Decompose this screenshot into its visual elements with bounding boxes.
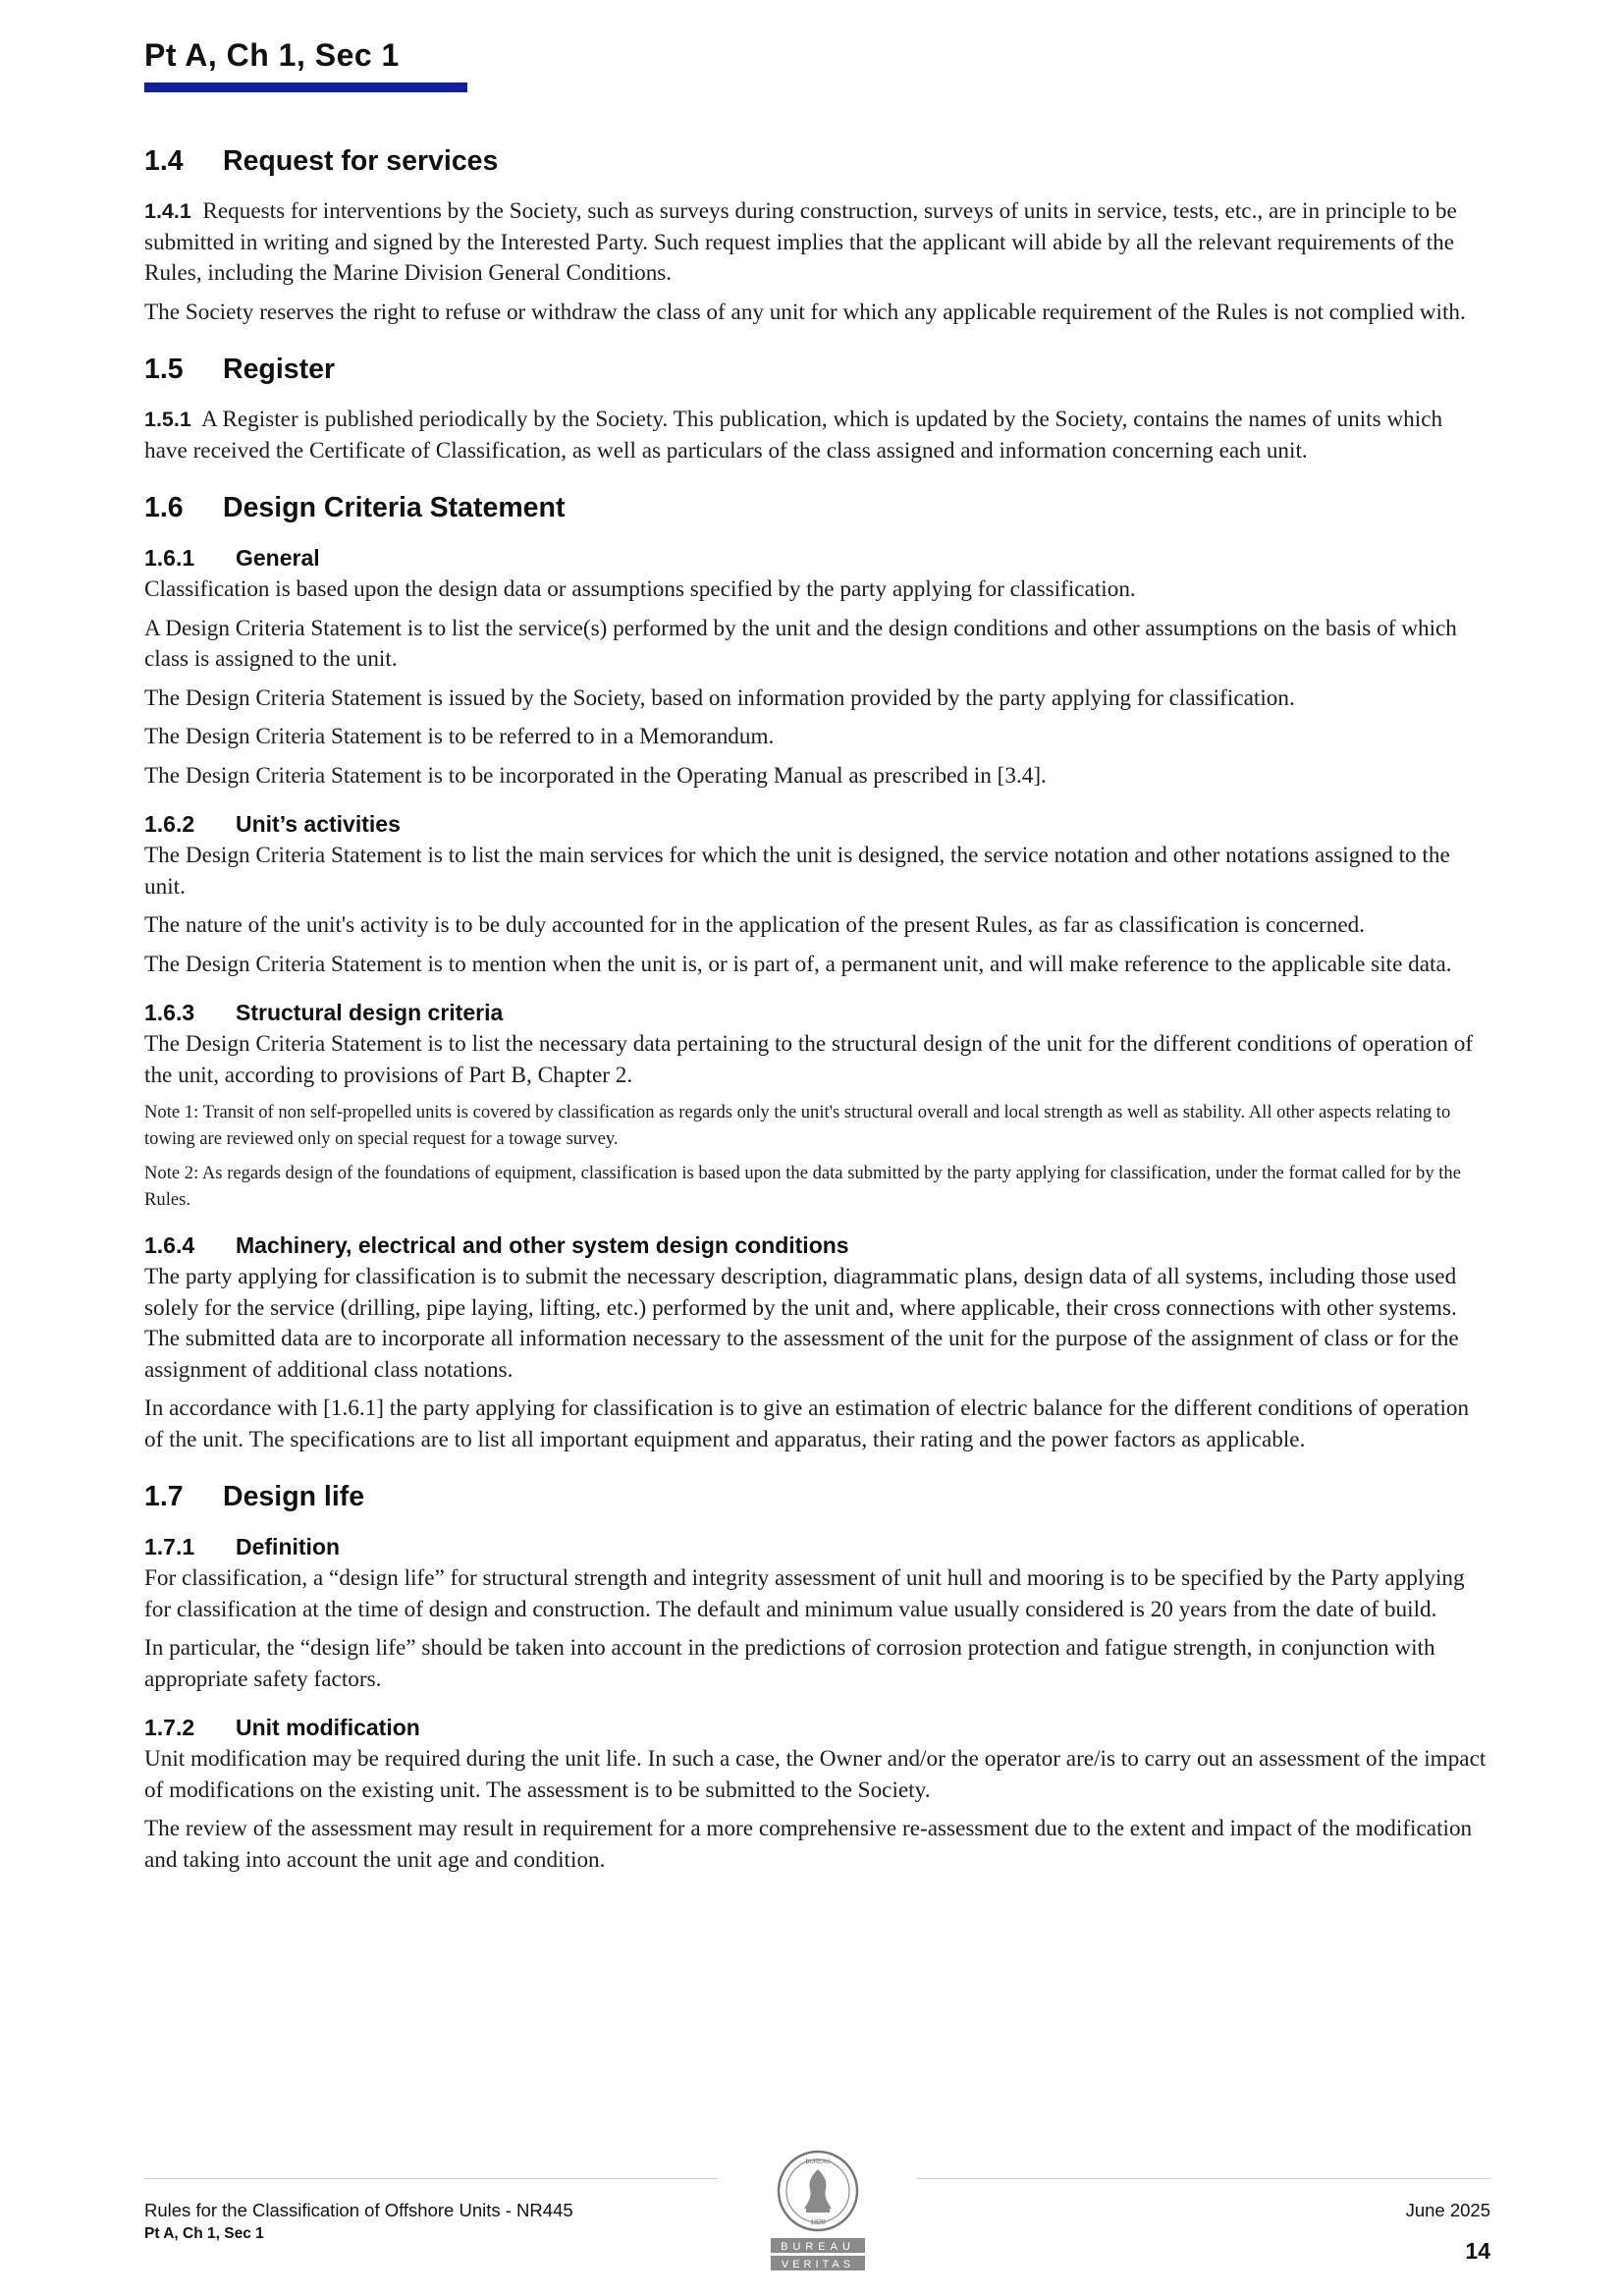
section-title: Register xyxy=(223,354,336,385)
section-number: 1.6 xyxy=(144,492,184,523)
note-1: Note 1: Transit of non self-propelled units is covered by classification as regards only the unit's structural overall and local strength as well as stability. All other aspects relating to towing are reviewed only on special request for a towage survey. xyxy=(144,1102,1451,1149)
page-number: 14 xyxy=(1465,2238,1490,2264)
footer-section-ref: Pt A, Ch 1, Sec 1 xyxy=(144,2225,264,2242)
section-title: Design life xyxy=(223,1481,365,1512)
running-header-title: Pt A, Ch 1, Sec 1 xyxy=(144,37,400,73)
subsection-title: Unit’s activities xyxy=(236,811,401,837)
paragraph: Unit modification may be required during the unit life. In such a case, the Owner and/or the operator are/is to carry out an assessment of the impact of modifications on the existing unit. The assessment is to be submitted to the Society. xyxy=(144,1746,1487,1803)
subsection-number: 1.6.2 xyxy=(144,811,195,837)
subsection-title: Machinery, electrical and other system design conditions xyxy=(236,1232,849,1258)
subsection-heading-1-7-1 xyxy=(144,1532,1489,1561)
paragraph-text: Requests for interventions by the Society, such as surveys during construction, surveys of units in service, tests, etc., are in principle to be submitted in writing and signed by the Interested Party. Such request implies that the applicant will abide by all the relevant requirements of the Rules, including the Marine Division General Conditions. xyxy=(144,198,1457,286)
footer-rule-left xyxy=(144,2178,718,2179)
section-title: Request for services xyxy=(223,145,499,177)
subsection-heading-1-6-4 xyxy=(144,1230,1489,1260)
page-body xyxy=(144,143,1489,1884)
paragraph: A Design Criteria Statement is to list the service(s) performed by the unit and the design conditions and other assumptions on the basis of which class is assigned to the unit. xyxy=(144,615,1457,672)
section-title: Design Criteria Statement xyxy=(223,492,566,523)
subsection-title: Definition xyxy=(236,1534,341,1559)
paragraph: The party applying for classification is to submit the necessary description, diagrammatic plans, design data of all systems, including those used solely for the service (drilling, pipe laying, lifting, etc.) performed by the unit and, where applicable, their cross connections with other systems. The submitted data are to incorporate all information necessary to the assessment of the unit for the purpose of the assignment of class or for the assignment of additional class notations. xyxy=(144,1264,1459,1383)
footer-date: June 2025 xyxy=(1405,2200,1490,2220)
paragraph: The Society reserves the right to refuse or withdraw the class of any unit for which any applicable requirement of the Rules is not complied with. xyxy=(144,299,1466,325)
paragraph: The review of the assessment may result in requirement for a more comprehensive re-assessment due to the extent and impact of the modification and taking into account the unit age and condition. xyxy=(144,1816,1473,1873)
paragraph-text: A Register is published periodically by the Society. This publication, which is updated by the Society, contains the names of units which have received the Certificate of Classification, as well as particulars of the class assigned and information concerning each unit. xyxy=(144,407,1443,464)
subsection-number: 1.7.1 xyxy=(144,1534,195,1559)
paragraph: The Design Criteria Statement is to be incorporated in the Operating Manual as prescribed in [3.4]. xyxy=(144,762,1047,789)
paragraph-number: 1.5.1 xyxy=(144,408,191,431)
section-number: 1.5 xyxy=(144,354,184,385)
logo-word-bureau: BUREAU xyxy=(781,2241,855,2253)
subsection-heading-1-7-2 xyxy=(144,1713,1489,1742)
paragraph: The nature of the unit's activity is to be duly accounted for in the application of the present Rules, as far as classification is concerned. xyxy=(144,912,1366,938)
subsection-number: 1.7.2 xyxy=(144,1715,195,1740)
subsection-title: Unit modification xyxy=(236,1715,420,1740)
paragraph: The Design Criteria Statement is to mention when the unit is, or is part of, a permanent unit, and will make reference to the applicable site data. xyxy=(144,951,1452,977)
section-heading-1-6 xyxy=(144,490,1489,525)
paragraph: Classification is based upon the design data or assumptions specified by the party applying for classification. xyxy=(144,576,1136,602)
paragraph-1-4-1 xyxy=(144,196,1489,290)
section-heading-1-4 xyxy=(144,143,1489,179)
paragraph-1-5-1 xyxy=(144,405,1489,466)
subsection-heading-1-6-2 xyxy=(144,809,1489,839)
paragraph: The Design Criteria Statement is to list the necessary data pertaining to the structural design of the unit for the different conditions of operation of the unit, according to provisions of Part B, Chapter 2. xyxy=(144,1031,1474,1088)
section-number: 1.7 xyxy=(144,1481,184,1512)
paragraph: The Design Criteria Statement is to list the main services for which the unit is designed, the service notation and other notations assigned to the unit. xyxy=(144,843,1450,900)
paragraph: For classification, a “design life” for structural strength and integrity assessment of unit hull and mooring is to be specified by the Party applying for classification at the time of design and construction. The default and minimum value usually considered is 20 years from the date of build. xyxy=(144,1565,1465,1622)
logo-year: 1828 xyxy=(810,2219,826,2226)
paragraph: In accordance with [1.6.1] the party applying for classification is to give an estimation of electric balance for the different conditions of operation of the unit. The specifications are to list all important equipment and apparatus, their rating and the power factors as applicable. xyxy=(144,1395,1470,1452)
subsection-title: General xyxy=(236,545,320,571)
subsection-number: 1.6.1 xyxy=(144,545,195,571)
section-heading-1-5 xyxy=(144,352,1489,387)
footer-document-title: Rules for the Classification of Offshore Units - NR445 xyxy=(144,2200,573,2220)
paragraph: The Design Criteria Statement is to be referred to in a Memorandum. xyxy=(144,724,775,749)
header-accent-bar xyxy=(144,82,467,92)
paragraph: The Design Criteria Statement is issued by the Society, based on information provided by the party applying for classification. xyxy=(144,684,1295,711)
subsection-number: 1.6.4 xyxy=(144,1232,195,1258)
paragraph: In particular, the “design life” should be taken into account in the predictions of corrosion protection and fatigue strength, in conjunction with appropriate safety factors. xyxy=(144,1635,1435,1692)
paragraph-number: 1.4.1 xyxy=(144,199,191,223)
footer-rule-right xyxy=(917,2178,1490,2179)
subsection-heading-1-6-1 xyxy=(144,543,1489,573)
logo-word-veritas: VERITAS xyxy=(781,2259,855,2270)
subsection-title: Structural design criteria xyxy=(236,1000,504,1025)
subsection-number: 1.6.3 xyxy=(144,1000,195,1025)
section-number: 1.4 xyxy=(144,145,184,177)
logo-ring-text: BUREAU xyxy=(805,2159,831,2165)
bureau-veritas-logo xyxy=(769,2148,867,2275)
section-heading-1-7 xyxy=(144,1479,1489,1514)
subsection-heading-1-6-3 xyxy=(144,998,1489,1027)
note-2: Note 2: As regards design of the foundations of equipment, classification is based upon the data submitted by the party applying for classification, under the format called for by the Rules. xyxy=(144,1163,1461,1210)
